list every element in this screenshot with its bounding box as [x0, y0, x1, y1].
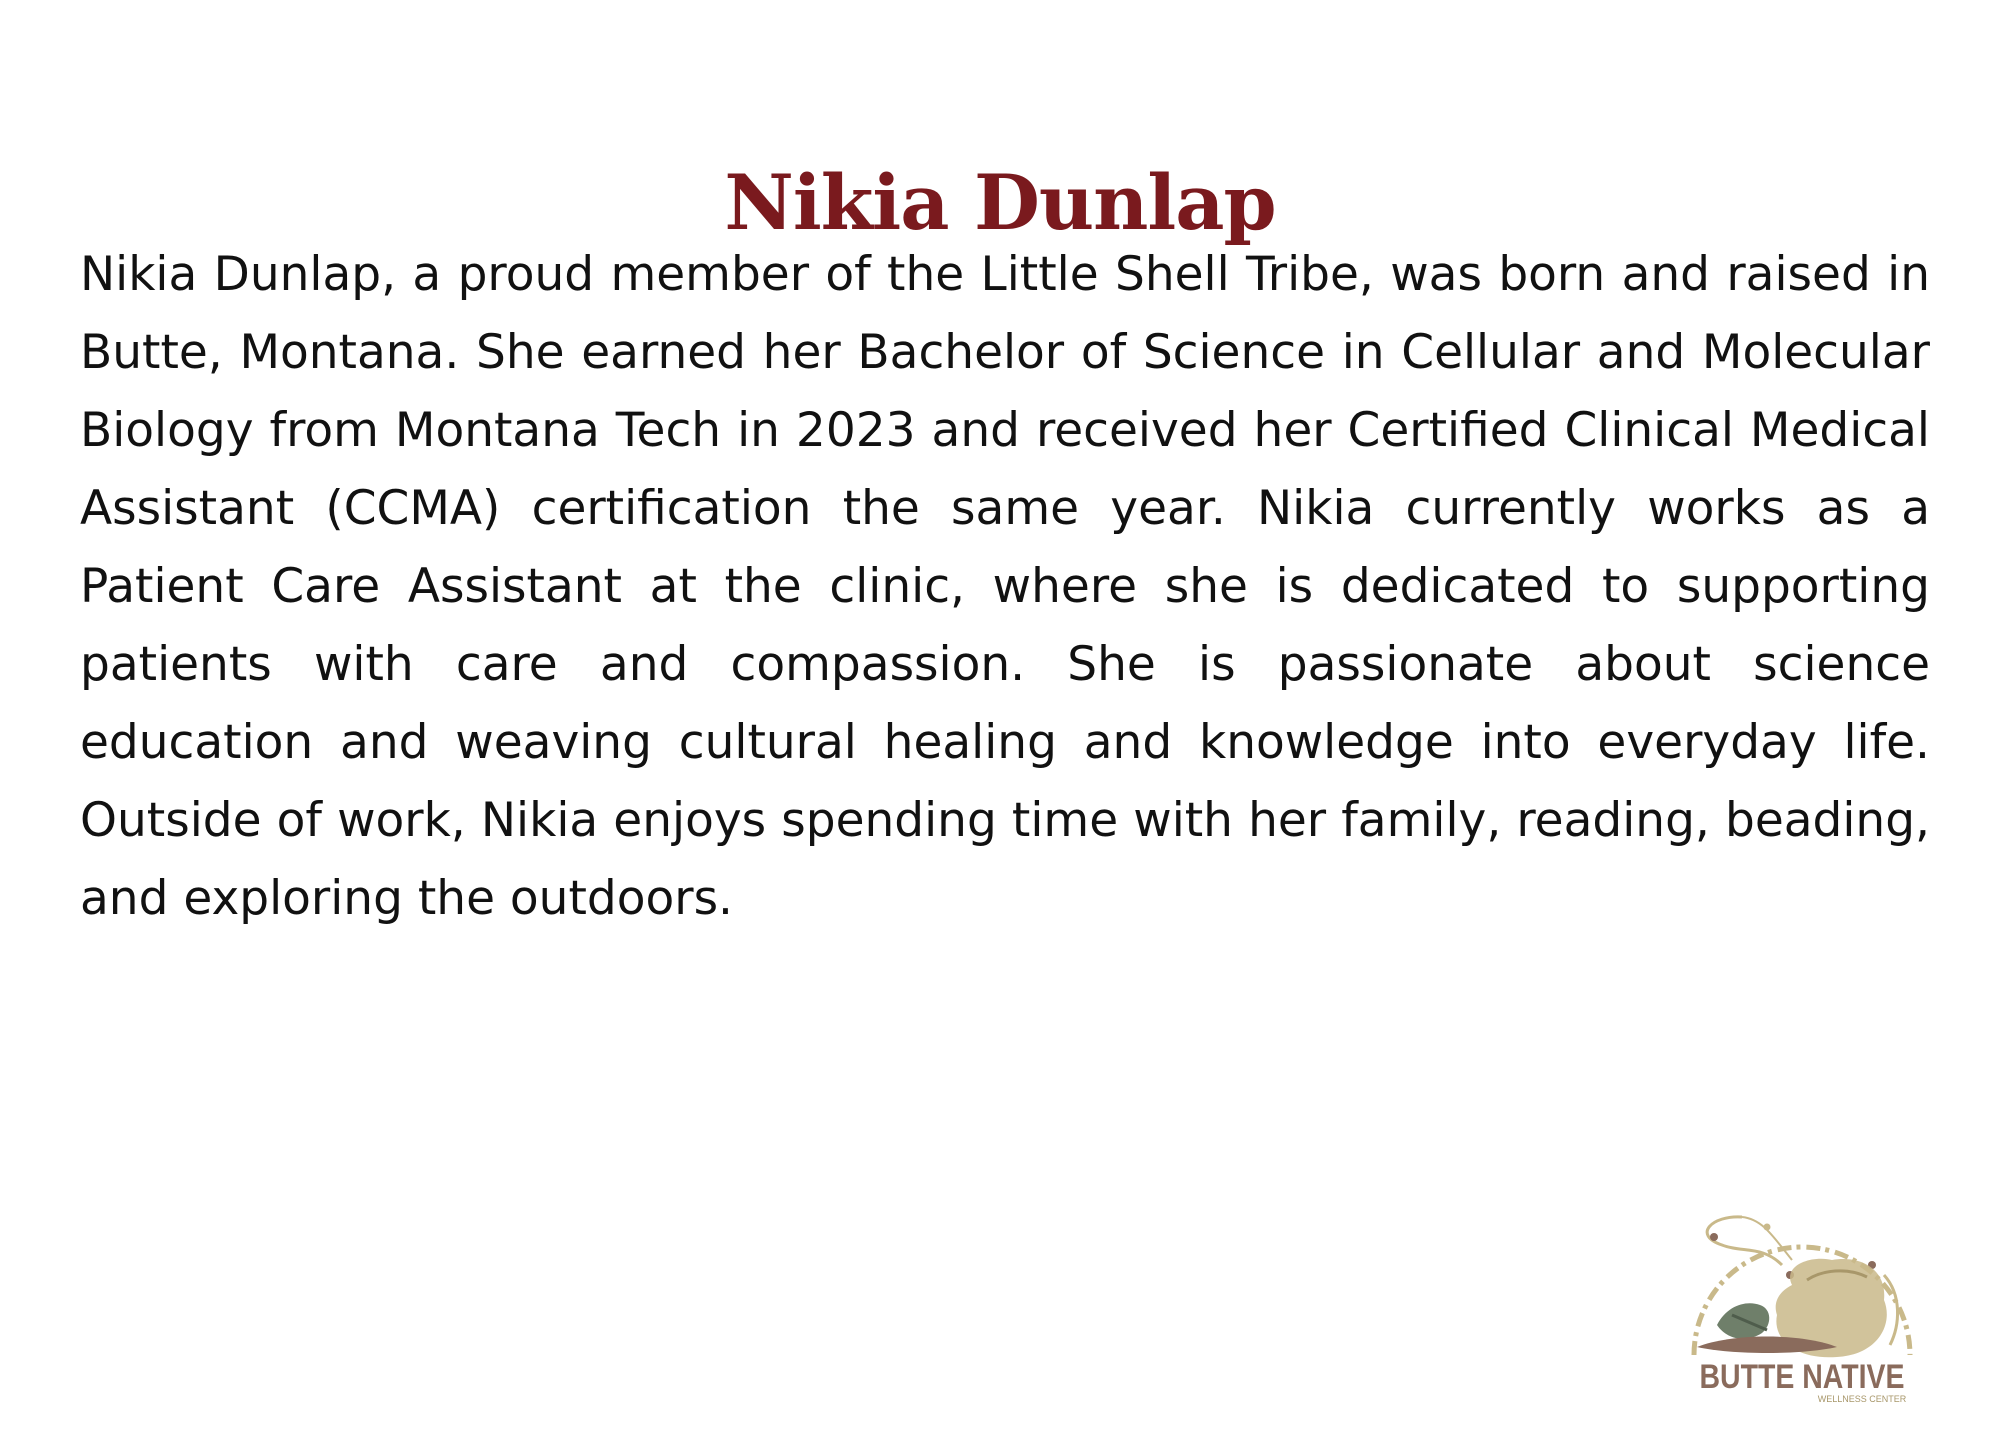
logo-wordmark: BUTTE NATIVE: [1699, 1358, 1905, 1396]
logo-tagline: WELLNESS CENTER: [1817, 1394, 1907, 1404]
page-title: Nikia Dunlap: [724, 157, 1276, 247]
butte-native-logo: [1672, 1205, 1932, 1405]
bio-paragraph: Nikia Dunlap, a proud member of the Little Shell Tribe, was born and raised in Butte, Montana. She earned her Bachelor of Science in Cellular and Molecular Biology from Montana Tech in 2023 and received her Certified Clinical Medical Assistant (CCMA) certification the same year. Nikia currently works as a Patient Care Assistant at the clinic, where she is dedicated to supporting patients with care and compassion. She is passionate about science education and weaving cultural healing and knowledge into everyday life. Outside of work, Nikia enjoys spending time with her family, reading, beading, and exploring the outdoors.: [80, 247, 1930, 926]
medicine-bag-icon: [1672, 1205, 1932, 1405]
